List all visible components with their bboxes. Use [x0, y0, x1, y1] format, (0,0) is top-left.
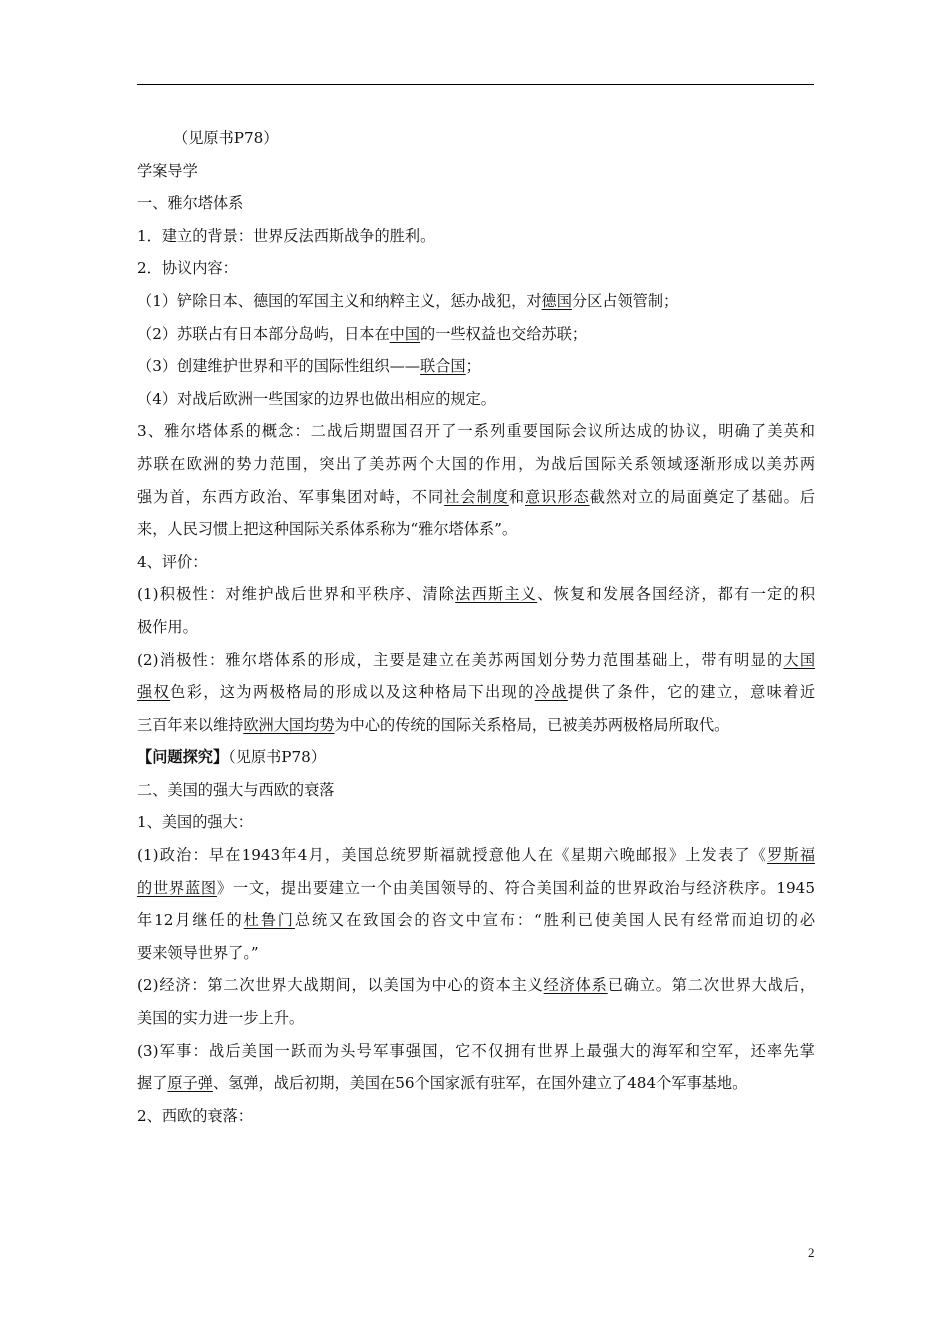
- text-segment: 二、美国的强大与西欧的衰落: [137, 780, 335, 799]
- text-segment: 3、雅尔塔体系的概念：二战后期盟国召开了一系列重要国际会议所达成的协议，明确了美英和: [137, 422, 815, 441]
- text-segment: (2)经济：第二次世界大战期间，以美国为中心的资本主义: [137, 976, 544, 995]
- text-line: [137, 872, 815, 905]
- text-segment: 截然对立的局面奠定了基础。后: [589, 487, 816, 506]
- text-segment: （见原书P78）: [173, 129, 279, 147]
- text-line: [137, 1035, 815, 1068]
- text-segment: 1．建立的背景：世界反法西斯战争的胜利。: [137, 226, 436, 245]
- text-segment: 和: [508, 487, 526, 506]
- text-line: [137, 415, 815, 448]
- text-segment: 色彩，这为两极格局的形成以及这种格局下出现的: [170, 683, 535, 702]
- text-segment: (3)军事：战后美国一跃而为头号军事强国，它不仅拥有世界上最强大的海军和空军，还率先掌: [137, 1041, 815, 1060]
- text-segment: 分区占领管制；: [571, 291, 679, 310]
- text-line: [137, 741, 815, 774]
- text-line: [137, 187, 815, 220]
- text-segment: 三百年来以维持: [137, 715, 244, 734]
- text-line: [137, 481, 815, 514]
- text-segment: 强为首，东西方政治、军事集团对峙，不同: [137, 487, 445, 506]
- text-segment: 握了: [137, 1074, 168, 1093]
- text-line: [137, 611, 815, 644]
- text-line: [137, 318, 815, 351]
- text-line: [137, 220, 815, 253]
- text-line: [137, 969, 815, 1002]
- text-line: [137, 122, 815, 155]
- text-line: [137, 546, 815, 579]
- underlined-term: 杜鲁门: [243, 911, 295, 930]
- text-segment: 、氢弹，战后初期，美国在56个国家派有驻军，在国外建立了484个军事基地。: [212, 1074, 748, 1093]
- text-segment: 的一些权益也交给苏联；: [420, 324, 588, 343]
- text-segment: 学案导学: [137, 161, 198, 180]
- text-segment: 、恢复和发展各国经济，都有一定的积: [537, 585, 815, 604]
- underlined-term: 欧洲大国均势: [243, 715, 335, 734]
- text-line: [137, 252, 815, 285]
- text-line: [137, 155, 815, 188]
- text-line: [137, 513, 815, 546]
- text-segment: 为中心的传统的国际关系格局，已被美苏两极格局所取代。: [334, 715, 730, 734]
- text-segment: 要来领导世界了。”: [137, 943, 259, 962]
- text-segment: 2、西欧的衰落：: [137, 1106, 253, 1125]
- text-segment: （4）对战后欧洲一些国家的边界也做出相应的规定。: [137, 389, 496, 408]
- text-segment: (1)政治：早在1943年4月，美国总统罗斯福就授意他人在《星期六晚邮报》上发表了《: [137, 846, 768, 865]
- text-segment: ；: [465, 357, 481, 376]
- text-line: [137, 285, 815, 318]
- text-segment: 提供了条件，它的建立，意味着近: [567, 683, 815, 702]
- text-segment: 一、雅尔塔体系: [137, 194, 244, 213]
- underlined-term: 经济体系: [543, 976, 608, 995]
- text-segment: 【问题探究】: [137, 748, 229, 767]
- text-segment: 1、美国的强大：: [137, 813, 253, 832]
- text-segment: （3）创建维护世界和平的国际性组织——: [137, 357, 421, 376]
- header-rule: [137, 84, 814, 85]
- underlined-term: 法西斯主义: [455, 585, 538, 604]
- text-segment: 4、评价：: [137, 552, 208, 571]
- text-segment: （2）苏联占有日本部分岛屿，日本在: [137, 324, 390, 343]
- text-segment: 极作用。: [137, 617, 198, 636]
- underlined-term: 大国: [783, 650, 816, 669]
- text-line: [137, 1067, 815, 1100]
- text-line: [137, 350, 815, 383]
- text-line: [137, 839, 815, 872]
- text-line: [137, 676, 815, 709]
- underlined-term: 的世界蓝图: [137, 878, 217, 897]
- text-segment: 美国的实力进一步上升。: [137, 1009, 305, 1028]
- text-line: [137, 578, 815, 611]
- text-line: [137, 904, 815, 937]
- text-line: [137, 383, 815, 416]
- text-segment: 总统又在致国会的咨文中宣布：“胜利已使美国人民有经常而迫切的必: [294, 911, 816, 930]
- text-segment: (1)积极性：对维护战后世界和平秩序、清除: [137, 585, 456, 604]
- text-line: [137, 1100, 815, 1133]
- text-segment: （1）铲除日本、德国的军国主义和纳粹主义，惩办战犯，对: [137, 291, 542, 310]
- text-line: [137, 644, 815, 677]
- text-segment: (2)消极性：雅尔塔体系的形成，主要是建立在美苏两国划分势力范围基础上，带有明显的: [137, 650, 784, 669]
- text-line: [137, 806, 815, 839]
- underlined-term: 社会制度: [444, 487, 509, 506]
- underlined-term: 德国: [541, 291, 572, 310]
- underlined-term: 冷战: [534, 683, 568, 702]
- text-segment: 已确立。第二次世界大战后，: [607, 976, 816, 995]
- page-number: 2: [808, 1245, 815, 1260]
- text-line: [137, 937, 815, 970]
- underlined-term: 原子弹: [167, 1074, 213, 1093]
- text-line: [137, 1002, 815, 1035]
- text-segment: 2．协议内容：: [137, 259, 238, 278]
- underlined-term: 中国: [389, 324, 421, 343]
- underlined-term: 强权: [137, 683, 171, 702]
- underlined-term: 罗斯福: [767, 846, 816, 865]
- text-line: [137, 709, 815, 742]
- text-line: [137, 774, 815, 807]
- text-segment: （见原书P78）: [228, 748, 327, 767]
- text-line: [137, 448, 815, 481]
- text-segment: 来，人民习惯上把这种国际关系体系称为“雅尔塔体系”。: [137, 520, 518, 539]
- underlined-term: 联合国: [420, 357, 466, 376]
- underlined-term: 意识形态: [525, 487, 590, 506]
- document-body: [137, 122, 815, 1132]
- text-segment: 苏联在欧洲的势力范围，突出了美苏两个大国的作用，为战后国际关系领域逐渐形成以美苏两: [137, 454, 815, 473]
- text-segment: 年12月继任的: [137, 911, 244, 930]
- text-segment: 》一文，提出要建立一个由美国领导的、符合美国利益的世界政治与经济秩序。1945: [216, 878, 815, 897]
